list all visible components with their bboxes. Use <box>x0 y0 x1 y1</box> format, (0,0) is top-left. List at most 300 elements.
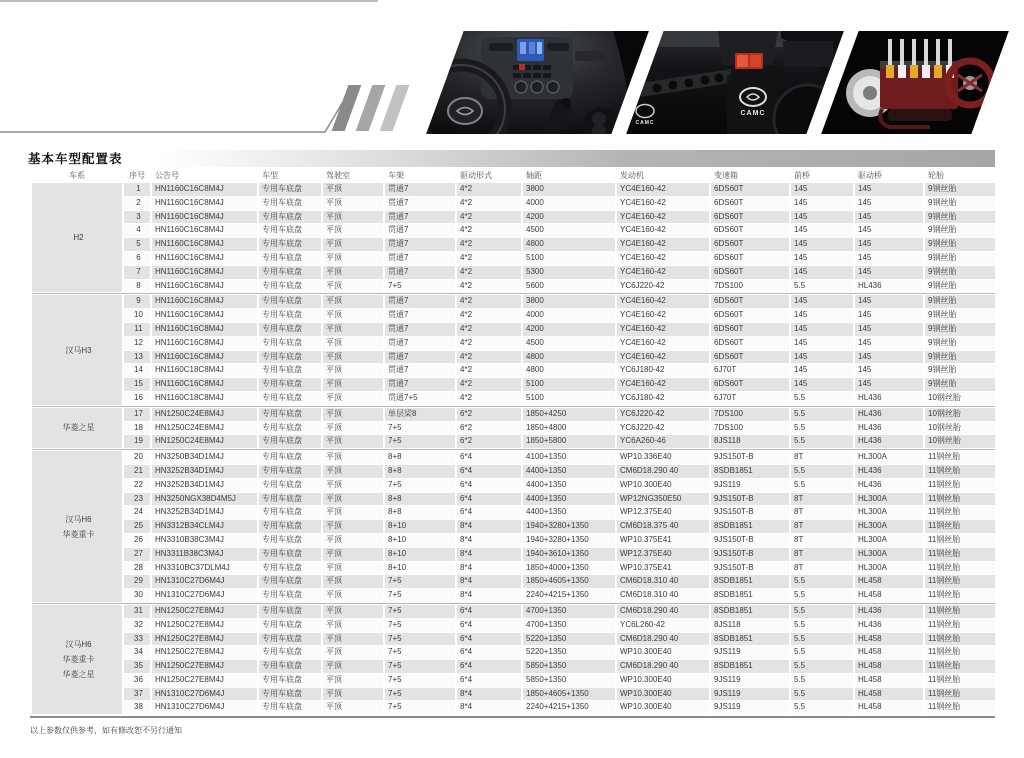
table-row <box>32 688 995 701</box>
cell-model: 专用车底盘 <box>259 323 321 336</box>
column-header-no: 序号 <box>124 170 150 182</box>
group-separator <box>32 293 995 294</box>
cell-front-axle: 5.5 <box>791 575 853 588</box>
column-header-frame: 车架 <box>385 170 455 182</box>
cell-tires: 9钢丝胎 <box>925 252 995 265</box>
cell-engine: WP10.300E40 <box>617 701 709 714</box>
table-row <box>32 351 995 364</box>
cell-model: 专用车底盘 <box>259 633 321 646</box>
group-separator <box>32 603 995 604</box>
cell-cab: 平顶 <box>323 197 383 210</box>
cell-notice-number: HN3310BC37DLM4J <box>152 562 257 575</box>
cell-drive-type: 6*2 <box>457 422 521 435</box>
series-label: 汉马H6 <box>65 640 92 650</box>
cell-drive-type: 4*2 <box>457 266 521 279</box>
table-row <box>32 224 995 237</box>
cell-front-axle: 5.5 <box>791 660 853 673</box>
cell-cab: 平顶 <box>323 633 383 646</box>
cell-front-axle: 8T <box>791 451 853 464</box>
cell-front-axle: 5.5 <box>791 701 853 714</box>
cell-drive-type: 8*4 <box>457 575 521 588</box>
cell-notice-number: HN1160C16C8M4J <box>152 252 257 265</box>
cell-gearbox: 9JS119 <box>711 674 789 687</box>
cell-tires: 11钢丝胎 <box>925 575 995 588</box>
cell-front-axle: 5.5 <box>791 465 853 478</box>
cell-notice-number: HN1250C24E8M4J <box>152 408 257 421</box>
cell-wheelbase: 1940+3610+1350 <box>523 548 615 561</box>
cell-engine: WP10.375E41 <box>617 534 709 547</box>
cell-cab: 平顶 <box>323 323 383 336</box>
cell-frame: 8+8 <box>385 493 455 506</box>
cell-gearbox: 6DS60T <box>711 337 789 350</box>
cell-gearbox: 9JS150T-B <box>711 506 789 519</box>
cell-front-axle: 145 <box>791 224 853 237</box>
table-row <box>32 660 995 673</box>
table-row <box>32 605 995 618</box>
cell-engine: CM6D18.290 40 <box>617 605 709 618</box>
cell-model: 专用车底盘 <box>259 619 321 632</box>
table-row <box>32 701 995 714</box>
cell-drive-type: 8*4 <box>457 534 521 547</box>
cell-no: 9 <box>124 295 150 308</box>
cell-wheelbase: 1850+4800 <box>523 422 615 435</box>
table-body <box>32 183 995 714</box>
cell-gearbox: 8SDB1851 <box>711 660 789 673</box>
cell-wheelbase: 2240+4215+1350 <box>523 589 615 602</box>
cell-drive-axle: HL436 <box>855 619 923 632</box>
cell-cab: 平顶 <box>323 562 383 575</box>
cell-gearbox: 8JS118 <box>711 619 789 632</box>
cell-gearbox: 6DS60T <box>711 183 789 196</box>
cell-wheelbase: 4500 <box>523 337 615 350</box>
cell-drive-axle: 145 <box>855 378 923 391</box>
column-header-notice-number: 公告号 <box>152 170 257 182</box>
cell-wheelbase: 4400+1350 <box>523 465 615 478</box>
table-row <box>32 520 995 533</box>
cell-no: 10 <box>124 309 150 322</box>
table-row <box>32 493 995 506</box>
cell-notice-number: HN1160C16C8M4J <box>152 378 257 391</box>
cell-engine: YC6J220-42 <box>617 422 709 435</box>
cell-tires: 9钢丝胎 <box>925 323 995 336</box>
cell-cab: 平顶 <box>323 688 383 701</box>
cell-cab: 平顶 <box>323 701 383 714</box>
cell-frame: 7+5 <box>385 280 455 293</box>
cell-wheelbase: 3800 <box>523 183 615 196</box>
column-header-model: 车型 <box>259 170 321 182</box>
cell-wheelbase: 4400+1350 <box>523 493 615 506</box>
cell-cab: 平顶 <box>323 238 383 251</box>
cell-cab: 平顶 <box>323 280 383 293</box>
table-row <box>32 548 995 561</box>
cell-tires: 11钢丝胎 <box>925 562 995 575</box>
cell-drive-type: 4*2 <box>457 392 521 405</box>
cell-cab: 平顶 <box>323 211 383 224</box>
cell-frame: 单层梁8 <box>385 408 455 421</box>
cell-gearbox: 7DS100 <box>711 280 789 293</box>
cell-front-axle: 145 <box>791 364 853 377</box>
cell-notice-number: HN1250C24E8M4J <box>152 422 257 435</box>
table-row <box>32 619 995 632</box>
series-cell <box>32 605 122 714</box>
cell-drive-axle: HL300A <box>855 506 923 519</box>
cell-tires: 9钢丝胎 <box>925 224 995 237</box>
cell-no: 6 <box>124 252 150 265</box>
cell-notice-number: HN1160C16C8M4J <box>152 197 257 210</box>
cell-no: 11 <box>124 323 150 336</box>
cell-front-axle: 8T <box>791 548 853 561</box>
cell-engine: WP10.300E40 <box>617 674 709 687</box>
cell-gearbox: 6DS60T <box>711 266 789 279</box>
cell-drive-axle: HL458 <box>855 575 923 588</box>
cell-no: 22 <box>124 479 150 492</box>
cell-engine: WP12NG350E50 <box>617 493 709 506</box>
cell-notice-number: HN1250C27E8M4J <box>152 646 257 659</box>
table-row <box>32 506 995 519</box>
cell-wheelbase: 4800 <box>523 364 615 377</box>
cell-front-axle: 8T <box>791 534 853 547</box>
cell-drive-type: 8*4 <box>457 548 521 561</box>
cell-front-axle: 5.5 <box>791 422 853 435</box>
cell-frame: 7+5 <box>385 674 455 687</box>
cell-frame: 7+5 <box>385 479 455 492</box>
table-row <box>32 295 995 308</box>
cell-cab: 平顶 <box>323 548 383 561</box>
cell-no: 23 <box>124 493 150 506</box>
cell-engine: CM6D18.310 40 <box>617 575 709 588</box>
cell-drive-axle: 145 <box>855 364 923 377</box>
cell-frame: 7+5 <box>385 605 455 618</box>
table-row <box>32 337 995 350</box>
cell-gearbox: 6J70T <box>711 364 789 377</box>
table-row <box>32 364 995 377</box>
cell-gearbox: 8SDB1851 <box>711 465 789 478</box>
cell-cab: 平顶 <box>323 479 383 492</box>
cell-drive-axle: 145 <box>855 211 923 224</box>
cell-front-axle: 145 <box>791 378 853 391</box>
cell-gearbox: 6DS60T <box>711 252 789 265</box>
cell-engine: WP12.375E40 <box>617 548 709 561</box>
cell-drive-type: 8*4 <box>457 688 521 701</box>
cell-drive-type: 4*2 <box>457 323 521 336</box>
cell-front-axle: 8T <box>791 493 853 506</box>
cell-front-axle: 145 <box>791 211 853 224</box>
chassis-rear-photo <box>626 31 843 134</box>
cell-no: 24 <box>124 506 150 519</box>
cell-engine: YC6J220-42 <box>617 408 709 421</box>
cell-no: 8 <box>124 280 150 293</box>
series-label: H2 <box>73 233 84 243</box>
cell-frame: 贯通7 <box>385 295 455 308</box>
cell-engine: CM6D18.290 40 <box>617 465 709 478</box>
cell-notice-number: HN3252B34D1M4J <box>152 465 257 478</box>
cell-notice-number: HN1160C16C8M4J <box>152 211 257 224</box>
cell-tires: 11钢丝胎 <box>925 674 995 687</box>
cell-tires: 9钢丝胎 <box>925 378 995 391</box>
cell-model: 专用车底盘 <box>259 183 321 196</box>
column-header-wheelbase: 轴距 <box>523 170 615 182</box>
cell-tires: 11钢丝胎 <box>925 506 995 519</box>
cell-front-axle: 5.5 <box>791 589 853 602</box>
cell-no: 14 <box>124 364 150 377</box>
cell-wheelbase: 4200 <box>523 323 615 336</box>
cell-frame: 贯通7 <box>385 378 455 391</box>
cell-front-axle: 145 <box>791 309 853 322</box>
cell-engine: CM6D18.310 40 <box>617 589 709 602</box>
cell-model: 专用车底盘 <box>259 280 321 293</box>
cell-tires: 9钢丝胎 <box>925 238 995 251</box>
cell-no: 7 <box>124 266 150 279</box>
cell-gearbox: 9JS150T-B <box>711 451 789 464</box>
cell-front-axle: 5.5 <box>791 646 853 659</box>
cell-frame: 贯通7 <box>385 309 455 322</box>
cell-no: 18 <box>124 422 150 435</box>
cell-drive-axle: 145 <box>855 309 923 322</box>
cell-engine: YC6J180-42 <box>617 364 709 377</box>
cell-engine: YC4E160-42 <box>617 295 709 308</box>
cell-model: 专用车底盘 <box>259 238 321 251</box>
cell-drive-type: 6*4 <box>457 660 521 673</box>
cell-engine: WP10.300E40 <box>617 646 709 659</box>
cell-wheelbase: 5220+1350 <box>523 633 615 646</box>
cell-drive-type: 8*4 <box>457 520 521 533</box>
cell-frame: 贯通7 <box>385 224 455 237</box>
cell-drive-axle: HL300A <box>855 451 923 464</box>
cell-drive-type: 6*4 <box>457 479 521 492</box>
cell-model: 专用车底盘 <box>259 493 321 506</box>
cell-gearbox: 7DS100 <box>711 408 789 421</box>
cell-tires: 9钢丝胎 <box>925 211 995 224</box>
cell-drive-type: 4*2 <box>457 238 521 251</box>
cell-no: 35 <box>124 660 150 673</box>
cell-drive-axle: 145 <box>855 183 923 196</box>
cell-engine: YC4E160-42 <box>617 224 709 237</box>
cell-model: 专用车底盘 <box>259 660 321 673</box>
cell-cab: 平顶 <box>323 674 383 687</box>
cell-notice-number: HN1160C16C8M4J <box>152 337 257 350</box>
cell-frame: 8+10 <box>385 520 455 533</box>
table-row <box>32 562 995 575</box>
cell-frame: 8+10 <box>385 548 455 561</box>
cell-model: 专用车底盘 <box>259 351 321 364</box>
cell-wheelbase: 3800 <box>523 295 615 308</box>
cell-tires: 11钢丝胎 <box>925 548 995 561</box>
cell-model: 专用车底盘 <box>259 392 321 405</box>
table-row <box>32 309 995 322</box>
cell-drive-axle: HL458 <box>855 674 923 687</box>
cell-gearbox: 6DS60T <box>711 378 789 391</box>
cell-no: 13 <box>124 351 150 364</box>
cell-model: 专用车底盘 <box>259 364 321 377</box>
cell-frame: 贯通7 <box>385 266 455 279</box>
series-label: 汉马H3 <box>65 345 92 355</box>
cell-wheelbase: 4000 <box>523 309 615 322</box>
cell-notice-number: HN3311B38C3M4J <box>152 548 257 561</box>
cell-cab: 平顶 <box>323 422 383 435</box>
cell-wheelbase: 1850+4000+1350 <box>523 562 615 575</box>
cell-drive-axle: 145 <box>855 266 923 279</box>
cell-gearbox: 8SDB1851 <box>711 589 789 602</box>
cell-cab: 平顶 <box>323 646 383 659</box>
cell-drive-type: 6*4 <box>457 493 521 506</box>
page-title: 基本车型配置表 <box>28 152 123 166</box>
cell-no: 3 <box>124 211 150 224</box>
column-header-cab: 驾驶室 <box>323 170 383 182</box>
cell-engine: YC4E160-42 <box>617 351 709 364</box>
cell-no: 16 <box>124 392 150 405</box>
cell-drive-axle: HL300A <box>855 520 923 533</box>
cell-model: 专用车底盘 <box>259 408 321 421</box>
cell-engine: YC4E160-42 <box>617 337 709 350</box>
cell-drive-type: 8*4 <box>457 562 521 575</box>
cell-gearbox: 6J70T <box>711 392 789 405</box>
cell-frame: 贯通7 <box>385 337 455 350</box>
cell-cab: 平顶 <box>323 224 383 237</box>
cell-model: 专用车底盘 <box>259 422 321 435</box>
cell-model: 专用车底盘 <box>259 337 321 350</box>
cell-engine: YC6L260-42 <box>617 619 709 632</box>
cell-front-axle: 5.5 <box>791 674 853 687</box>
cell-engine: CM6D18.375 40 <box>617 520 709 533</box>
column-header-front-axle: 前桥 <box>791 170 853 182</box>
cell-tires: 11钢丝胎 <box>925 646 995 659</box>
cell-tires: 9钢丝胎 <box>925 183 995 196</box>
cell-front-axle: 145 <box>791 252 853 265</box>
cell-drive-axle: HL458 <box>855 633 923 646</box>
cell-model: 专用车底盘 <box>259 534 321 547</box>
cell-tires: 11钢丝胎 <box>925 633 995 646</box>
cell-no: 17 <box>124 408 150 421</box>
cell-gearbox: 6DS60T <box>711 238 789 251</box>
cell-tires: 10钢丝胎 <box>925 422 995 435</box>
table-row <box>32 451 995 464</box>
cell-wheelbase: 1940+3280+1350 <box>523 534 615 547</box>
table-row <box>32 633 995 646</box>
cell-engine: YC4E160-42 <box>617 309 709 322</box>
header-row <box>32 170 995 182</box>
cell-frame: 7+5 <box>385 633 455 646</box>
table-row <box>32 197 995 210</box>
cell-frame: 7+5 <box>385 688 455 701</box>
cell-tires: 9钢丝胎 <box>925 364 995 377</box>
cell-model: 专用车底盘 <box>259 605 321 618</box>
cell-notice-number: HN3250B34D1M4J <box>152 451 257 464</box>
cell-wheelbase: 4000 <box>523 197 615 210</box>
cell-wheelbase: 5850+1350 <box>523 674 615 687</box>
cell-model: 专用车底盘 <box>259 701 321 714</box>
cell-gearbox: 6DS60T <box>711 224 789 237</box>
cell-tires: 10钢丝胎 <box>925 408 995 421</box>
cell-engine: YC4E160-42 <box>617 252 709 265</box>
cell-engine: YC4E160-42 <box>617 183 709 196</box>
cell-model: 专用车底盘 <box>259 589 321 602</box>
cell-front-axle: 145 <box>791 337 853 350</box>
cell-notice-number: HN1310C27D6M4J <box>152 688 257 701</box>
cell-model: 专用车底盘 <box>259 197 321 210</box>
series-label: 华菱重卡 <box>62 655 95 665</box>
footnote: 以上参数仅供参考，如有修改恕不另行通知 <box>30 726 182 736</box>
cell-drive-type: 8*4 <box>457 701 521 714</box>
cell-gearbox: 9JS150T-B <box>711 493 789 506</box>
column-header-drive-type: 驱动形式 <box>457 170 521 182</box>
cell-frame: 8+8 <box>385 465 455 478</box>
cell-gearbox: 6DS60T <box>711 211 789 224</box>
cell-drive-type: 6*4 <box>457 619 521 632</box>
cell-no: 1 <box>124 183 150 196</box>
cell-drive-axle: 145 <box>855 351 923 364</box>
cell-cab: 平顶 <box>323 451 383 464</box>
cell-wheelbase: 2240+4215+1350 <box>523 701 615 714</box>
cell-front-axle: 8T <box>791 506 853 519</box>
cell-no: 12 <box>124 337 150 350</box>
cell-no: 32 <box>124 619 150 632</box>
cell-gearbox: 8SDB1851 <box>711 520 789 533</box>
cell-wheelbase: 4800 <box>523 238 615 251</box>
cell-cab: 平顶 <box>323 266 383 279</box>
table-row <box>32 252 995 265</box>
cell-cab: 平顶 <box>323 378 383 391</box>
cell-model: 专用车底盘 <box>259 378 321 391</box>
cell-cab: 平顶 <box>323 309 383 322</box>
cell-drive-axle: HL300A <box>855 493 923 506</box>
cell-drive-axle: HL300A <box>855 534 923 547</box>
config-section <box>0 150 1024 736</box>
cell-no: 26 <box>124 534 150 547</box>
cell-frame: 8+10 <box>385 562 455 575</box>
cell-drive-axle: HL436 <box>855 392 923 405</box>
cell-no: 38 <box>124 701 150 714</box>
table-row <box>32 392 995 405</box>
cell-model: 专用车底盘 <box>259 309 321 322</box>
cell-gearbox: 6DS60T <box>711 309 789 322</box>
cell-wheelbase: 4500 <box>523 224 615 237</box>
cell-tires: 9钢丝胎 <box>925 266 995 279</box>
cell-drive-type: 6*4 <box>457 451 521 464</box>
cell-wheelbase: 5100 <box>523 392 615 405</box>
cell-front-axle: 8T <box>791 562 853 575</box>
cell-cab: 平顶 <box>323 520 383 533</box>
cell-tires: 11钢丝胎 <box>925 520 995 533</box>
cell-notice-number: HN3310B38C3M4J <box>152 534 257 547</box>
cell-tires: 11钢丝胎 <box>925 701 995 714</box>
cell-drive-axle: 145 <box>855 337 923 350</box>
cell-wheelbase: 4800 <box>523 351 615 364</box>
cell-cab: 平顶 <box>323 619 383 632</box>
cell-engine: WP10.300E40 <box>617 688 709 701</box>
banner <box>0 0 1024 148</box>
camc-logo-text-small: CAMC <box>635 120 655 126</box>
camc-logo-text: CAMC <box>740 110 766 117</box>
table-row <box>32 211 995 224</box>
cell-no: 2 <box>124 197 150 210</box>
cell-drive-axle: HL300A <box>855 562 923 575</box>
cell-drive-type: 4*2 <box>457 337 521 350</box>
series-label: 华菱之星 <box>62 670 95 680</box>
cell-front-axle: 5.5 <box>791 688 853 701</box>
cell-frame: 7+5 <box>385 575 455 588</box>
cell-gearbox: 8JS118 <box>711 435 789 448</box>
cell-drive-axle: HL436 <box>855 280 923 293</box>
cell-drive-axle: 145 <box>855 323 923 336</box>
cell-model: 专用车底盘 <box>259 465 321 478</box>
table-row <box>32 534 995 547</box>
cell-gearbox: 7DS100 <box>711 422 789 435</box>
cell-drive-axle: HL458 <box>855 701 923 714</box>
cell-tires: 11钢丝胎 <box>925 660 995 673</box>
cell-drive-axle: 145 <box>855 238 923 251</box>
column-header-engine: 发动机 <box>617 170 709 182</box>
cell-model: 专用车底盘 <box>259 435 321 448</box>
